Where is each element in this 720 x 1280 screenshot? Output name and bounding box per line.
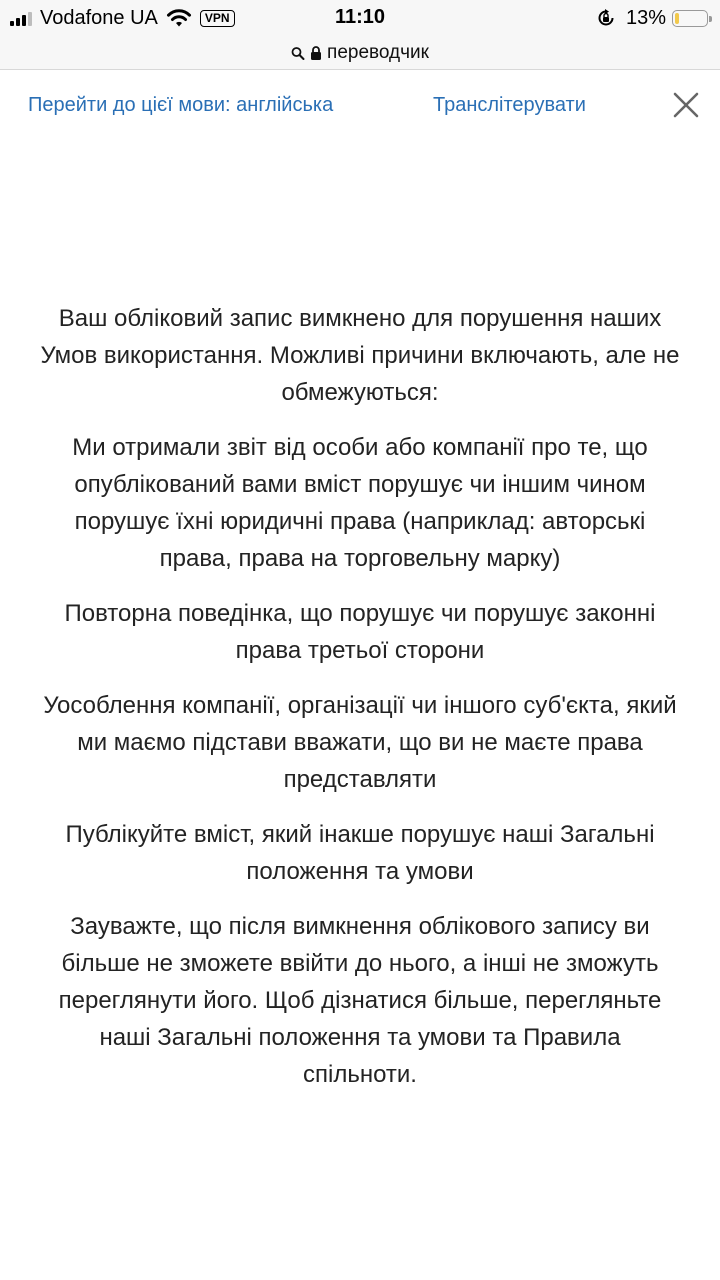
goto-language-link[interactable]: Перейти до цієї мови: англійська — [28, 94, 334, 116]
translate-bar — [0, 70, 720, 142]
status-right — [596, 6, 708, 30]
url-bar[interactable] — [0, 36, 720, 70]
status-time: 11:10 — [334, 6, 386, 28]
vpn-badge: VPN — [200, 10, 235, 27]
status-bar — [0, 0, 720, 36]
intro-paragraph: Ваш обліковий запис вимкнено для порушення наших Умов використання. Можливі причини включають, але не обмежуються: — [40, 305, 680, 406]
reason-paragraph: Повторна поведінка, що порушує чи порушує законні права третьої сторони — [64, 600, 656, 664]
reason-paragraph: Публікуйте вміст, який інакше порушує наші Загальні положення та умови — [65, 821, 655, 885]
lock-icon — [309, 45, 323, 61]
battery-level-fill — [675, 13, 679, 24]
battery-percent: 13% — [625, 6, 666, 29]
reason-paragraph: Ми отримали звіт від особи або компанії про те, що опублікований вами вміст порушує чи іншим чином порушує їхні юридичні права (наприклад: авторські права, права на торговельну марку) — [72, 434, 648, 572]
reason-paragraph: Уособлення компанії, організації чи іншого суб'єкта, який ми маємо підстави вважати, що ви не маєте права представляти — [43, 692, 677, 793]
search-icon — [291, 45, 305, 61]
orientation-lock-icon — [596, 8, 616, 28]
url-text: переводчик — [327, 41, 429, 63]
account-disabled-message — [40, 300, 680, 1111]
carrier-name: Vodafone UA — [40, 6, 158, 29]
transliterate-link[interactable]: Транслітерувати — [433, 94, 586, 116]
battery-icon — [672, 10, 708, 27]
close-icon[interactable] — [671, 90, 701, 120]
note-paragraph: Зауважте, що після вимкнення облікового запису ви більше не зможете ввійти до нього, а інші не зможуть переглянути його. Щоб дізнатися більше, перегляньте наші Загальні положення та умови та Правила спільноти. — [58, 913, 662, 1088]
